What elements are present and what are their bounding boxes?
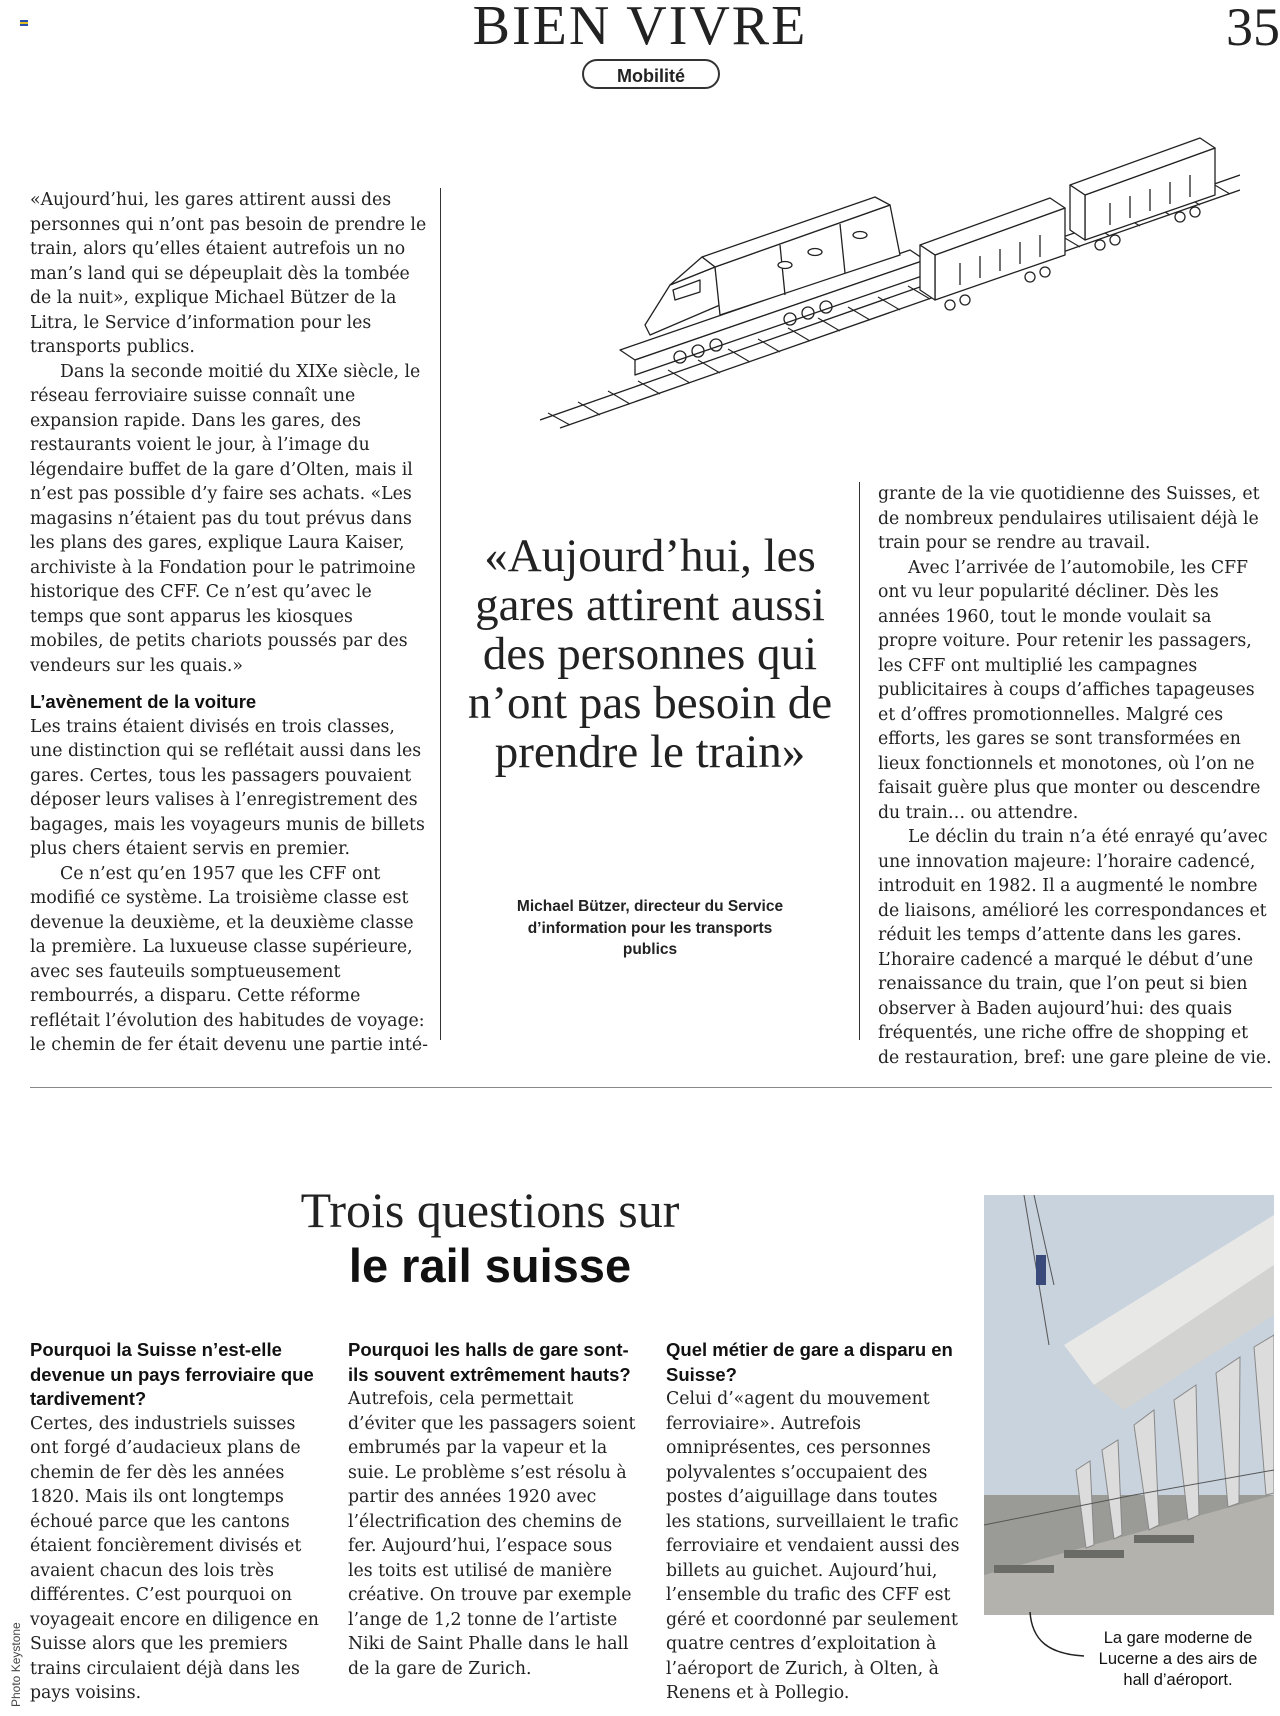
question-block-1 [30,1338,320,1706]
section-divider [30,1087,1272,1088]
paragraph: Ce n’est qu’en 1957 que les CFF ont modifié ce système. La troisième classe est devenue la deuxième, et la deuxième classe la première. La luxueuse classe supérieure, avec ses fauteuils somptueusement rembourrés, a disparu. Cette réforme reflétait l’évolution des habitudes de voyage: le chemin de fer était devenu une partie inté- [30,863,428,1055]
article-column-3 [878,482,1274,1070]
box-title-line-2: le rail suisse [348,1239,632,1292]
paragraph: Les trains étaient divisés en trois classes, une distinction qui se reflétait aussi dans les gares. Certes, tous les passagers pouvaient déposer leurs valises à l’enregistrement des bagages, mais les voyageurs munis de billets plus chers étaient servis en premier. [30,716,425,859]
photo-caption: La gare moderne de Lucerne a des airs de hall d’aéroport. [1098,1629,1258,1689]
lucerne-station-photo [984,1195,1274,1615]
caption-pointer [1028,1610,1088,1660]
question-block-3 [666,1338,966,1706]
pull-quote: «Aujourd’hui, les gares attirent aussi des personnes qui n’ont pas besoin de prendre le train» [467,530,833,778]
column-divider [859,482,860,1040]
question-heading: Pourquoi la Suisse n’est-elle devenue un pays ferroviaire que tardivement? [30,1339,314,1409]
box-title-line-1: Trois questions sur [300,1182,680,1238]
photo-credit: Photo Keystone [9,1622,23,1707]
page-number: 35 [1226,0,1280,57]
question-heading: Pourquoi les halls de gare sont-ils souvent extrêmement hauts? [348,1339,631,1385]
masthead: BIEN VIVRE [472,0,808,57]
flag-icon [20,20,28,26]
column-divider [440,188,441,1040]
paragraph: «Aujourd’hui, les gares attirent aussi des personnes qui n’ont pas besoin de prendre le train, alors qu’elles étaient autrefois un no man’s land qui se dépeuplait dès la tombée de la nuit», explique Michael Bützer de la Litra, le Service d’information pour les transports publics. [30,190,427,357]
quote-attribution: Michael Bützer, directeur du Service d’information pour les transports publics [516,898,784,958]
paragraph: grante de la vie quotidienne des Suisses, et de nombreux pendulaires utilisaient déjà le train pour se rendre au travail. [878,484,1260,553]
article-subhead: L’avènement de la voiture [30,691,257,712]
wagon-2 [1070,138,1215,250]
answer-text: Celui d’«agent du mouvement ferroviaire». Autrefois omniprésentes, ces personnes polyvalentes s’occupaient des postes d’aiguillage dans toutes les stations, surveillaient le trafic ferroviaire et vendaient aussi des billets au guichet. Aujourd’hui, l’ensemble du trafic des CFF est géré et coordonné par seulement quatre centres d’exploitation à l’aéroport de Zurich, à Olten, à Renens et à Pollegio. [666,1389,960,1703]
answer-text: Certes, des industriels suisses ont forgé d’audacieux plans de chemin de fer dès les années 1820. Mais ils ont longtemps échoué parce que les cantons étaient foncièrement divisés et avaient chacun des lois très différentes. C’est pourquoi on voyageait encore en diligence en Suisse alors que les premiers trains circulaient déjà dans les pays voisins. [30,1413,319,1703]
wagon-1 [920,198,1065,310]
question-block-2 [348,1338,638,1681]
locomotive [620,197,925,375]
answer-text: Autrefois, cela permettait d’éviter que les passagers soient embrumés par la vapeur et la suie. Le problème s’est résolu à partir des années 1920 avec l’électrification des chemins de fer. Aujourd’hui, l’espace sous les toits est utilisé de manière créative. On trouve par exemple l’ange de 1,2 tonne de l’artiste Niki de Saint Phalle dans le hall de la gare de Zurich. [348,1389,636,1679]
train-illustration [540,95,1240,435]
question-heading: Quel métier de gare a disparu en Suisse? [666,1339,953,1385]
paragraph: Avec l’arrivée de l’automobile, les CFF ont vu leur popularité décliner. Dès les années 1960, tout le monde voulait sa propre voiture. Pour retenir les passagers, les CFF ont multiplié les campagnes publicitaires à coups d’affiches tapageuses et d’offres promotionnelles. Malgré ces efforts, les gares se sont transformées en lieux fonctionnels et monotones, où l’on ne faisait guère plus que monter ou descendre du train… ou attendre. [878,557,1261,823]
article-column-1 [30,188,430,1058]
paragraph: Dans la seconde moitié du XIXe siècle, le réseau ferroviaire suisse connaît une expansion rapide. Dans les gares, des restaurants voient le jour, à l’image du légendaire buffet de la gare d’Olten, mais il n’est pas possible d’y faire ses achats. «Les magasins n’étaient pas du tout prévus dans les plans des gares, explique Laura Kaiser, archiviste à la Fondation pour le patrimoine historique des CFF. Ce n’est qu’avec le temps que sont apparus les kiosques mobiles, de petits chariots poussés par des vendeurs sur les quais.» [30,361,421,676]
section-label: Mobilité [582,59,720,89]
paragraph: Le déclin du train n’a été enrayé qu’avec une innovation majeure: l’horaire cadencé, introduit en 1982. Il a augmenté le nombre de liaisons, amélioré les correspondances et réduit les temps d’attente dans les gares. L’horaire cadencé a marqué le début d’une renaissance du train, que l’on peut si bien observer à Baden aujourd’hui: des quais fréquentés, une riche offre de shopping et de restauration, bref: une gare pleine de vie. [878,827,1272,1068]
